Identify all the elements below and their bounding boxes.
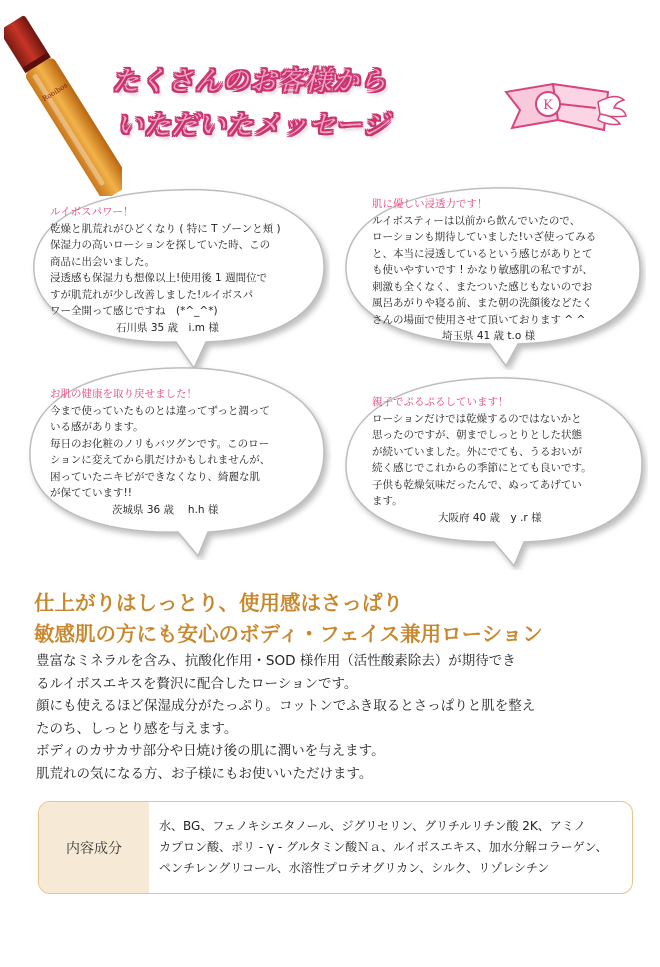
message-bubble-3 <box>22 360 332 560</box>
ribbon-letter: K <box>543 98 553 113</box>
message-signature: 茨城県 36 歳 h.h 様 <box>112 503 219 516</box>
banner-title-line1: たくさんのお客様から <box>112 66 387 97</box>
message-line: 思ったのですが、朝までしっとりとした状態 <box>372 429 582 441</box>
message-line: ローションだけでは乾燥するのではないかと <box>372 412 582 425</box>
message-line: ローションも期待していました!いざ使ってみる <box>372 231 597 243</box>
banner-title <box>112 60 512 148</box>
message-line: 毎日のお化粧のノリもバツグンです。このロー <box>50 437 270 450</box>
message-title: ルイボスパワー！ <box>50 206 134 218</box>
description-line: ボディのカサカサ部分や日焼け後の肌に潤いを与えます。 <box>36 743 385 759</box>
message-signature: 大阪府 40 歳 y .r 様 <box>438 511 542 524</box>
banner-title-line2: いただいたメッセージ <box>116 110 390 141</box>
message-line: 子供も乾燥気味だったんで、ぬってあげてい <box>372 478 582 491</box>
description-line: るルイボスエキスを贅沢に配合したローションです。 <box>36 675 358 692</box>
product-description <box>36 650 646 785</box>
bottle-label: Rooibos <box>40 81 70 104</box>
ingredients-label: 内容成分 <box>39 802 149 893</box>
message-signature: 石川県 35 歳 i.m 様 <box>116 321 219 334</box>
message-bubble-2 <box>340 180 646 370</box>
message-line: ワー全開って感じですね (*^_^*) <box>50 305 218 317</box>
headline-line2: 敏感肌の方にも安心のボディ・フェイス兼用ローション <box>34 622 543 646</box>
message-line: 刺激も全くなく、またついた感じもないのでお <box>372 280 593 293</box>
message-title: 肌に優しい浸透力です！ <box>372 198 488 210</box>
message-line: 浸透感も保湿力も想像以上!使用後 1 週間位で <box>50 272 268 284</box>
message-line: 今まで使っていたものとは違ってずっと潤って <box>50 404 270 417</box>
message-title: お肌の健康を取り戻せました！ <box>50 388 197 400</box>
ingredients-list <box>159 816 627 879</box>
message-signature: 埼玉県 41 歳 t.o 様 <box>442 330 536 342</box>
headline-line1: 仕上がりはしっとり、使用感はさっぱり <box>34 591 403 615</box>
ingredients-box <box>38 801 633 894</box>
product-headline <box>34 588 543 650</box>
message-line: 保湿力の高いローションを探していた時、この <box>50 239 271 251</box>
description-line: 豊富なミネラルを含み、抗酸化作用・SOD 様作用（活性酸素除去）が期待でき <box>36 653 516 669</box>
message-line: と、本当に浸透しているという感じがありとて <box>372 247 593 260</box>
message-line: 続く感じでこれからの季節にとても良いです。 <box>372 462 592 474</box>
message-line: 困っていたニキビができなくなり、綺麗な肌 <box>50 470 260 483</box>
message-title: 親子でぷるぷるしています！ <box>372 396 509 408</box>
ingredients-line: カプロン酸、ポリ - γ - グルタミン酸Ｎａ、ルイボスエキス、加水分解コラーゲン、 <box>159 840 608 854</box>
ingredients-line: ペンチレングリコール、水溶性プロテオグリカン、シルク、リゾレシチン <box>159 861 550 875</box>
description-line: 顔にも使えるほど保湿成分がたっぷり。コットンでふき取るとさっぱりと肌を整え <box>36 698 536 714</box>
winged-ribbon-logo <box>498 62 628 152</box>
description-line: 肌荒れの気になる方、お子様にもお使いいただけます。 <box>36 765 373 782</box>
message-line: いる感があります。 <box>50 421 144 433</box>
message-line: さんの場面で使用させて頂いております ^ ^ <box>372 313 586 326</box>
product-bottle-image <box>4 14 122 196</box>
message-line: ションに変えてから肌だけかもしれませんが、 <box>50 454 271 466</box>
message-bubble-4 <box>340 370 648 570</box>
message-line: ます。 <box>372 495 403 507</box>
description-line: たのち、しっとり感を与えます。 <box>36 720 238 737</box>
message-line: ルイボスティーは以前から飲んでいたので、 <box>372 214 581 227</box>
message-line: 商品に出会いました。 <box>50 255 155 268</box>
message-line: 風呂あがりや寝る前、また朝の洗顔後などたく <box>372 297 593 309</box>
message-bubble-1 <box>26 182 330 372</box>
message-line: も使いやすいです ! かなり敏感肌の私ですが、 <box>372 264 593 276</box>
ingredients-line: 水、BG、フェノキシエタノール、ジグリセリン、グリチルリチン酸 2K、アミノ <box>159 819 586 833</box>
message-line: 乾燥と肌荒れがひどくなり ( 特に T ゾーンと頬 ) <box>50 222 281 235</box>
message-line: すが肌荒れが少し改善しました!ルイボスパ <box>50 288 254 301</box>
message-line: が保てています!! <box>50 487 132 499</box>
message-line: が続いていました。外にでても、うるおいが <box>372 445 582 458</box>
